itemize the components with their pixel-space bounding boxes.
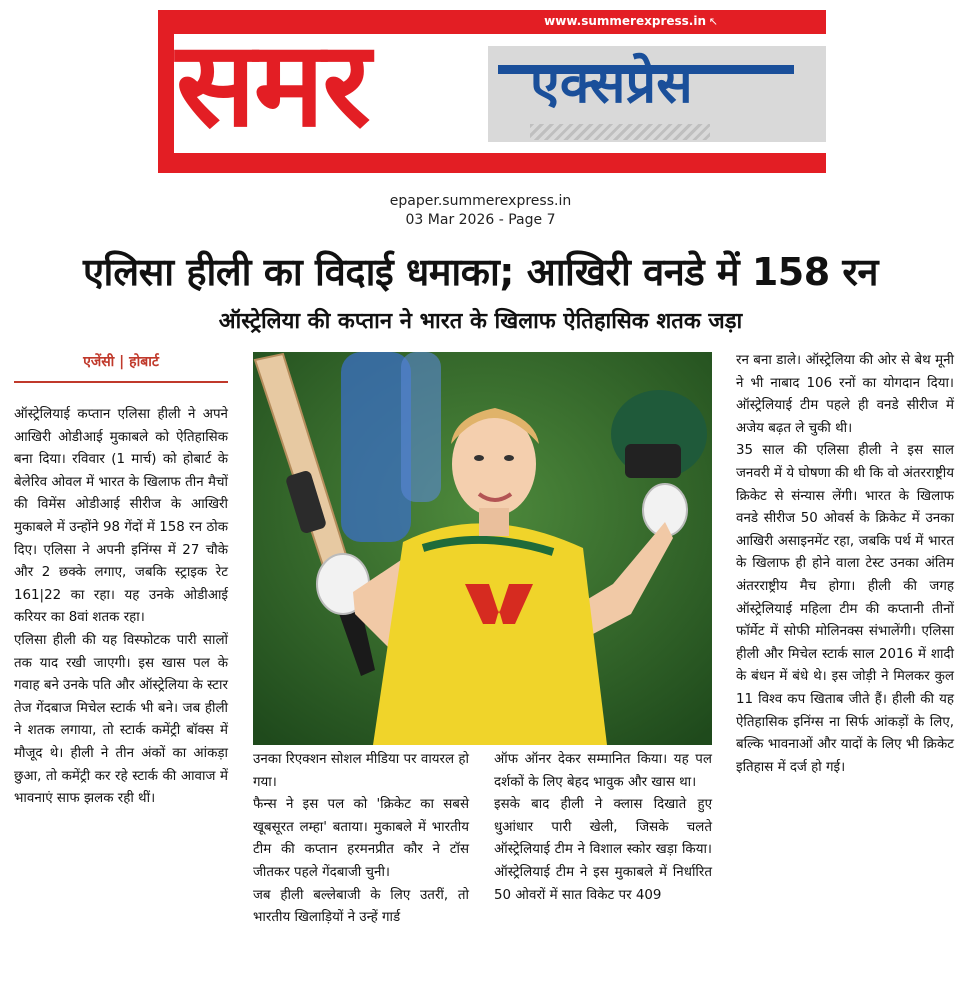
article-column-1	[14, 404, 228, 811]
paragraph: उनका रिएक्शन सोशल मीडिया पर वायरल हो गया।	[253, 752, 469, 790]
article-headline: एलिसा हीली का विदाई धमाका; आखिरी वनडे में 158 रन	[82, 250, 879, 294]
paragraph: जब हीली बल्लेबाजी के लिए उतरीं, तो भारतीय खिलाड़ियों ने उन्हें गार्ड	[253, 887, 469, 926]
masthead-website: www.summerexpress.in	[544, 14, 706, 28]
masthead-tagline: एक्सप्रेस	[530, 52, 693, 115]
article-column-3	[494, 749, 712, 907]
masthead-logo	[158, 10, 826, 173]
masthead-name: समर	[176, 15, 369, 153]
masthead-left-bar	[158, 10, 174, 173]
article-photo	[253, 352, 712, 745]
edition-url: epaper.summerexpress.in	[389, 193, 572, 209]
paragraph: इसके बाद हीली ने क्लास दिखाते हुए धुआंधार पारी खेली, जिसके चलते ऑस्ट्रेलियाई टीम ने विशाल स्कोर खड़ा किया। ऑस्ट्रेलियाई टीम ने इस मुकाबले में निर्धारित 50 ओवरों में सात विकेट पर 409	[494, 797, 712, 903]
paragraph: ऑफ ऑनर देकर सम्मानित किया। यह पल दर्शकों के लिए बेहद भावुक और खास था।	[494, 752, 712, 790]
pointer-arrow-icon: ↖	[708, 15, 718, 28]
masthead-stripes	[530, 124, 710, 140]
edition-date-page: 03 Mar 2026 - Page 7	[405, 212, 556, 228]
paragraph: 35 साल की एलिसा हीली ने इस साल जनवरी में ये घोषणा की थी कि वो अंतरराष्ट्रीय क्रिकेट से संन्यास लेंगी। भारत के खिलाफ वनडे सीरीज 50 ओवर्स के क्रिकेट में उनका आखिरी असाइनमेंट रहा, जबकि पर्थ में भारत के खिलाफ ही होने वाला टेस्ट उनका अंतिम अंतरराष्ट्रीय मैच होगा। हीली की जगह ऑस्ट्रेलियाई महिला टीम की कप्तानी तीनों फॉर्मेट में सोफी मोलिनक्स संभालेंगी। एलिसा हीली और मिचेल स्टार्क साल 2016 में शादी के बंधन में बंधे थे। इस जोड़ी ने मिलकर कुल 11 विश्व कप खिताब जीते हैं। हीली की यह ऐतिहासिक इनिंग्स ना सिर्फ आंकड़ों के लिए, बल्कि भावनाओं और यादों के लिए भी क्रिकेट इतिहास में दर्ज हो गई।	[736, 443, 954, 775]
article-byline: एजेंसी | होबार्ट	[83, 354, 159, 370]
paragraph: ऑस्ट्रेलियाई कप्तान एलिसा हीली ने अपने आखिरी ओडीआई मुकाबले को ऐतिहासिक बना दिया। रविवार (1 मार्च) को होबार्ट के बेलेरिव ओवल में भारत के खिलाफ तीन मैचों की विमेंस ओडीआई सीरीज के आखिरी मुकाबले में उन्होंने 98 गेंदों में 158 रन ठोक दिए। एलिसा ने अपनी इनिंग्स में 27 चौके और 2 छक्के लगाए, जबकि स्ट्राइक रेट 161|22 का रहा। यह उनके ओडीआई करियर का 8वां शतक रहा।	[14, 407, 228, 626]
article-column-4	[736, 350, 954, 779]
article-subheadline: ऑस्ट्रेलिया की कप्तान ने भारत के खिलाफ ऐतिहासिक शतक जड़ा	[218, 309, 743, 334]
article-column-2	[253, 749, 469, 930]
byline-rule	[14, 381, 228, 383]
masthead-bottom-bar	[158, 153, 826, 173]
paragraph: फैन्स ने इस पल को 'क्रिकेट का सबसे खूबसूरत लम्हा' बताया। मुकाबले में भारतीय टीम की कप्तान हरमनप्रीत कौर ने टॉस जीतकर पहले गेंदबाजी चुनी।	[253, 797, 469, 880]
paragraph: एलिसा हीली की यह विस्फोटक पारी सालों तक याद रखी जाएगी। इस खास पल के गवाह बने उनके पति और ऑस्ट्रेलिया के स्टार तेज गेंदबाज मिचेल स्टार्क भी बने। जब हीली ने शतक लगाया, तो स्टार्क कमेंट्री बॉक्स में मौजूद थे। हीली ने तीन अंकों का आंकड़ा छुआ, तो कमेंट्री कर रहे स्टार्क की आवाज में भावनाएं साफ झलक रही थीं।	[14, 632, 228, 807]
paragraph: रन बना डाले। ऑस्ट्रेलिया की ओर से बेथ मूनी ने भी नाबाद 106 रनों का योगदान दिया। ऑस्ट्रेलियाई टीम पहले ही वनडे सीरीज में अजेय बढ़त ले चुकी थी।	[736, 353, 954, 436]
